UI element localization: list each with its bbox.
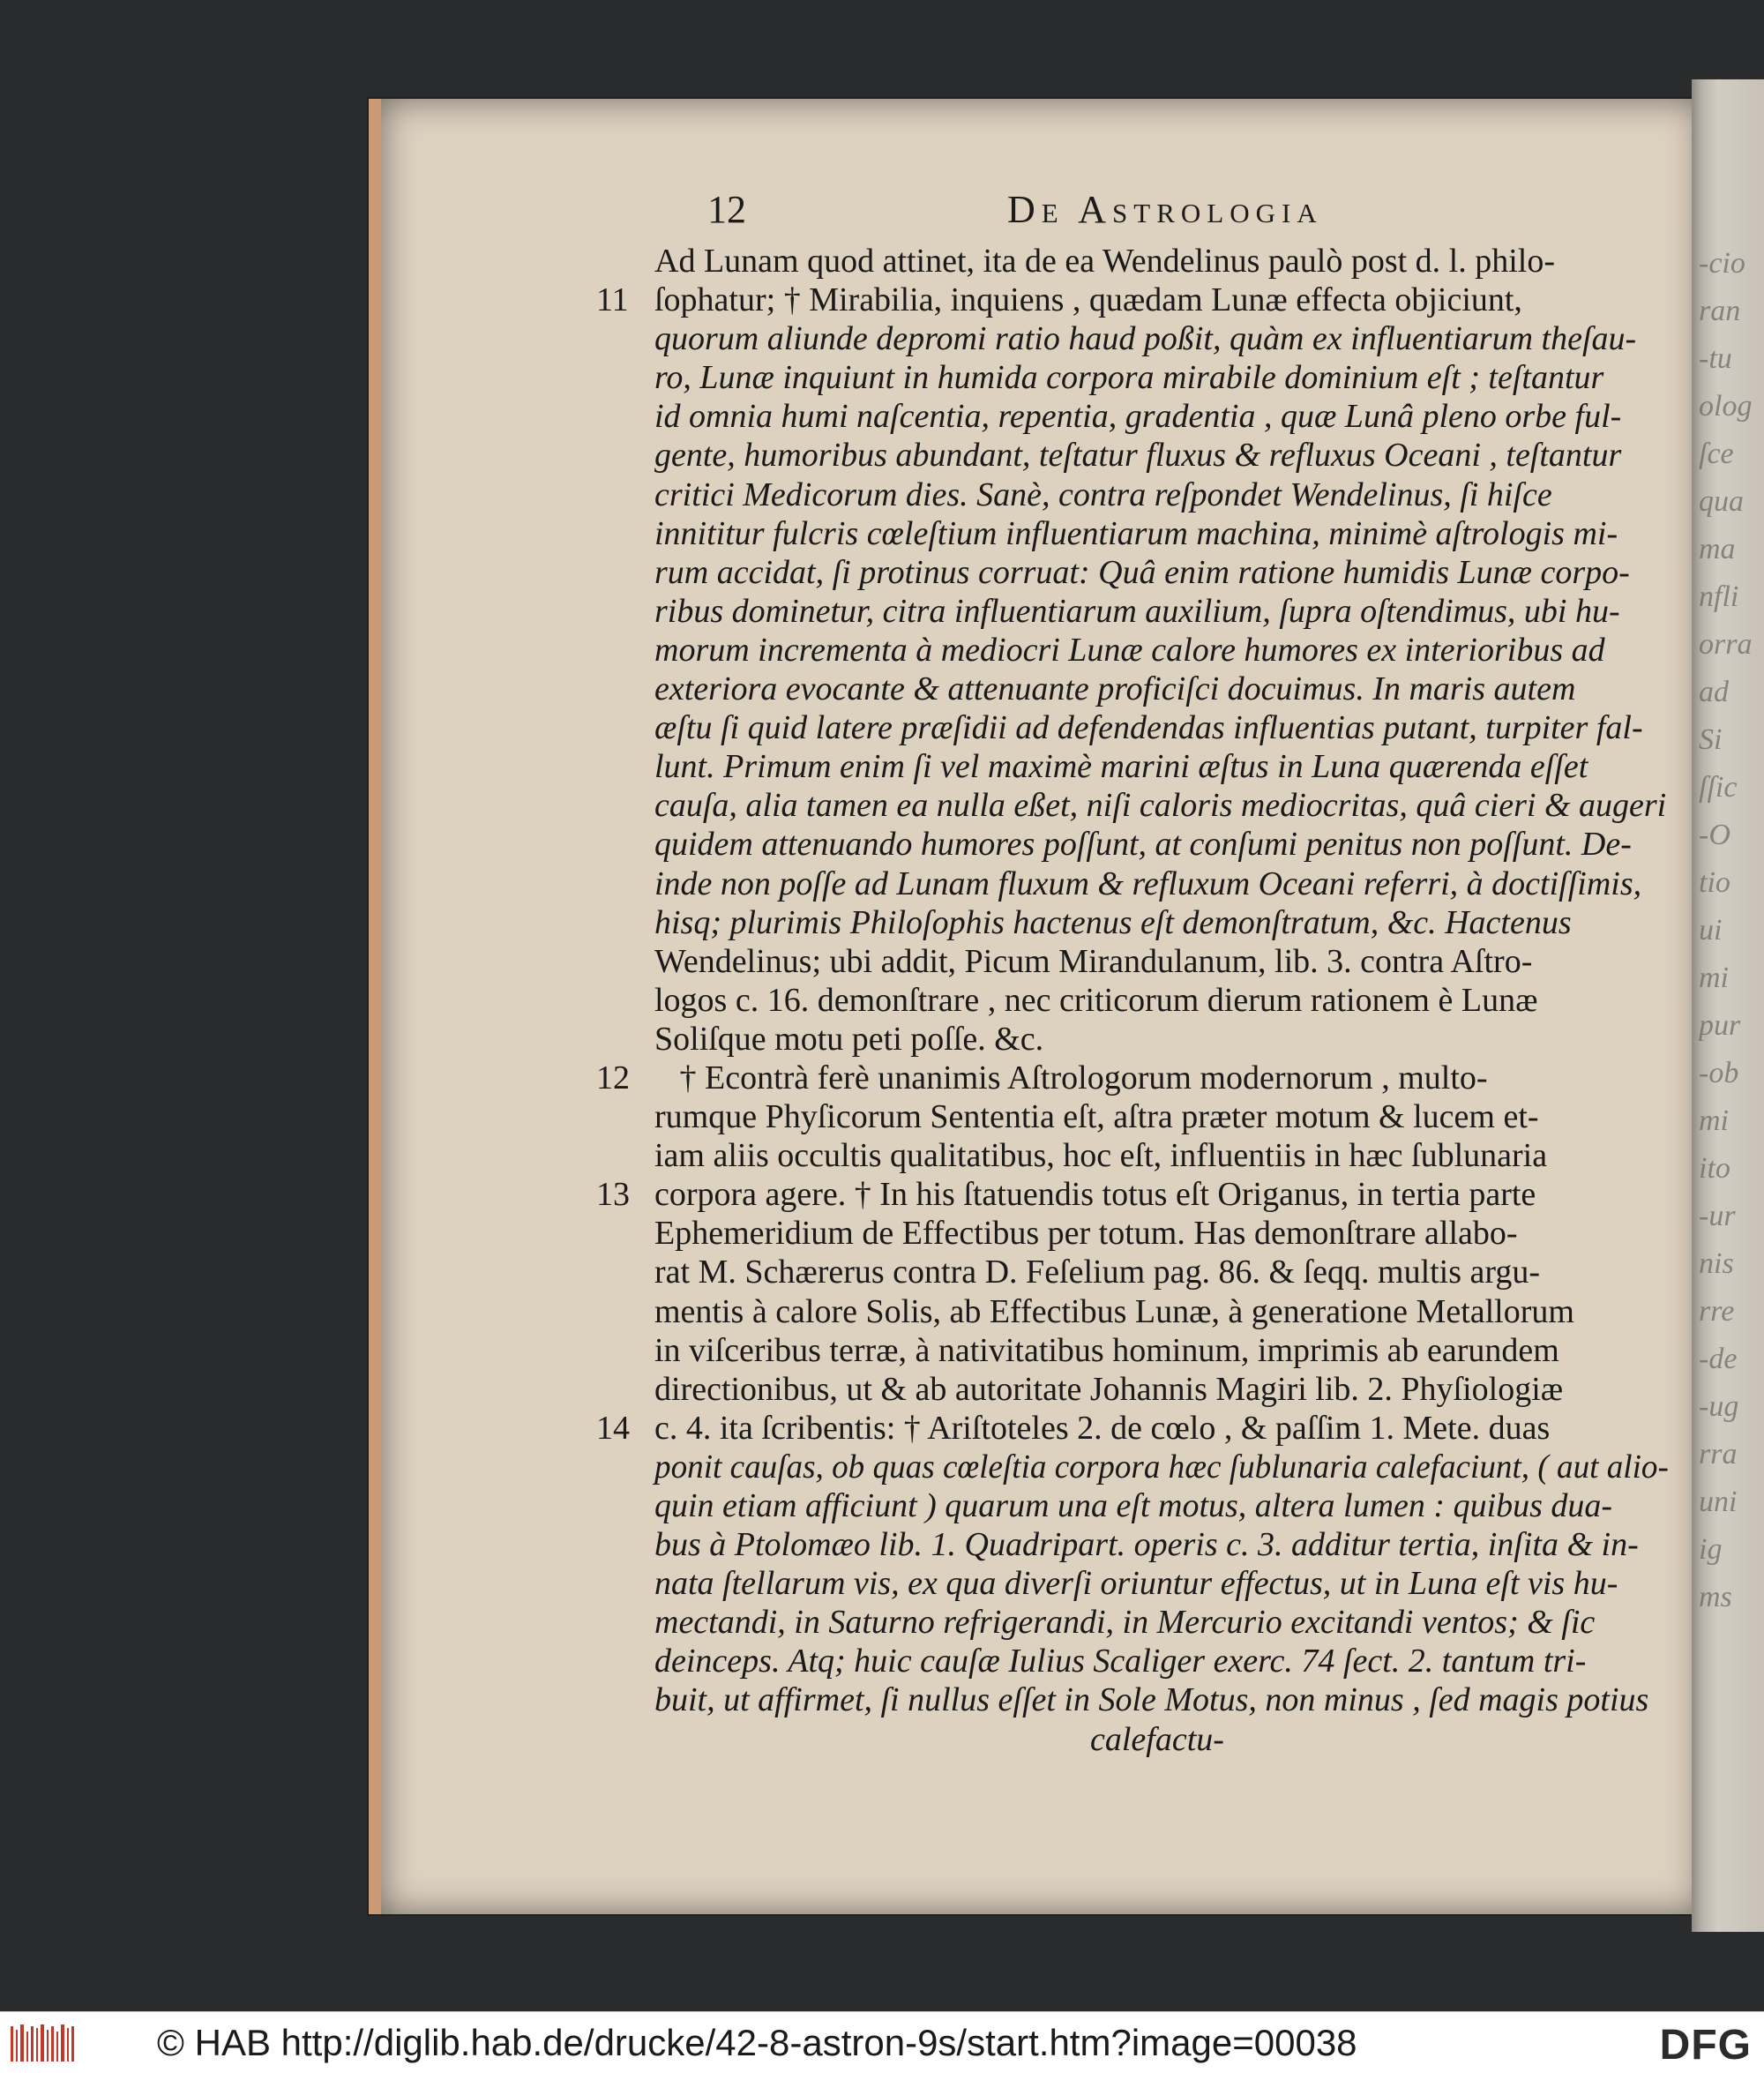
facing-page-fragment: -ur bbox=[1699, 1200, 1736, 1232]
facing-page-fragment: mi bbox=[1699, 962, 1729, 994]
text-line bbox=[654, 1525, 1669, 1564]
line-text: innititur fulcris cœleſtium influentiarum machina, minimè aſtrologis mi- bbox=[654, 514, 1618, 552]
line-text: iam aliis occultis qualitatibus, hoc eſt, influentiis in hæc ſublunaria bbox=[654, 1137, 1548, 1175]
text-line bbox=[654, 1564, 1669, 1603]
facing-page-fragment: nis bbox=[1699, 1247, 1734, 1280]
book-page bbox=[369, 99, 1702, 1914]
text-line bbox=[654, 1486, 1669, 1525]
text-line bbox=[654, 1680, 1669, 1719]
text-line bbox=[654, 592, 1669, 631]
line-text: c. 4. ita ſcribentis: † Ariſtoteles 2. de cœlo , & paſſim 1. Mete. duas bbox=[654, 1409, 1551, 1447]
text-line bbox=[654, 903, 1669, 942]
facing-page-fragment: qua bbox=[1699, 485, 1744, 518]
text-line bbox=[654, 981, 1669, 1020]
facing-page-fragment: rra bbox=[1699, 1438, 1738, 1471]
line-text: rat M. Schærerus contra D. Feſelium pag. 86. & ſeqq. multis argu- bbox=[654, 1254, 1541, 1291]
line-text: Soliſque motu peti poſſe. &c. bbox=[654, 1020, 1044, 1058]
text-line bbox=[596, 1175, 1669, 1214]
line-text: mectandi, in Saturno refrigerandi, in Mercurio excitandi ventos; & ſic bbox=[654, 1604, 1596, 1642]
facing-page-fragment: ſce bbox=[1699, 438, 1734, 470]
text-line bbox=[596, 281, 1669, 319]
barcode-icon bbox=[9, 2023, 79, 2065]
line-text: quidem attenuando humores poſſunt, at conſumi penitus non poſſunt. De- bbox=[654, 826, 1632, 864]
facing-page-fragment: uni bbox=[1699, 1486, 1738, 1518]
line-text: Wendelinus; ubi addit, Picum Mirandulanum, lib. 3. contra Aſtro- bbox=[654, 942, 1533, 980]
text-line bbox=[654, 514, 1669, 553]
facing-page-fragment: -O bbox=[1699, 819, 1730, 851]
facing-page-fragment: Si bbox=[1699, 723, 1723, 756]
text-line bbox=[654, 1292, 1669, 1331]
line-text: quin etiam afficiunt ) quarum una eſt motus, altera lumen : quibus dua- bbox=[654, 1487, 1613, 1524]
text-line bbox=[654, 358, 1669, 397]
body-text bbox=[596, 242, 1669, 1759]
line-text: Ad Lunam quod attinet, ita de ea Wendelinus paulò post d. l. philo- bbox=[654, 243, 1555, 280]
line-text: hisq; plurimis Philoſophis hactenus eſt demonſtratum, &c. Hactenus bbox=[654, 903, 1572, 941]
line-text: morum incrementa à mediocri Lunæ calore humores ex interioribus ad bbox=[654, 631, 1605, 669]
line-text: cauſa, alia tamen ea nulla eßet, niſi caloris mediocritas, quâ cieri & augeri bbox=[654, 787, 1667, 825]
line-text: quorum aliunde depromi ratio haud poßit, quàm ex influentiarum theſau- bbox=[654, 320, 1637, 358]
facing-page-fragment: tio bbox=[1699, 866, 1730, 899]
copyright-link[interactable]: © HAB http://diglib.hab.de/drucke/42-8-astron-9s/start.htm?image=00038 bbox=[157, 2022, 1357, 2063]
facing-page-fragment: rre bbox=[1699, 1295, 1735, 1328]
running-head bbox=[707, 187, 1748, 240]
line-text: corpora agere. † In his ſtatuendis totus eſt Origanus, in tertia parte bbox=[654, 1176, 1536, 1214]
line-text: buit, ut affirmet, ſi nullus eſſet in Sole Motus, non minus , ſed magis potius bbox=[654, 1681, 1649, 1719]
line-text: lunt. Primum enim ſi vel maximè marini æſtus in Luna quærenda eſſet bbox=[654, 748, 1588, 786]
line-text: nata ſtellarum vis, ex qua diverſi oriuntur effectus, ut in Luna eſt vis hu- bbox=[654, 1565, 1618, 1603]
text-line bbox=[654, 1720, 1669, 1759]
text-line bbox=[654, 631, 1669, 670]
text-line bbox=[654, 436, 1669, 475]
text-line bbox=[654, 1603, 1669, 1642]
text-line bbox=[654, 1448, 1669, 1486]
text-line bbox=[654, 670, 1669, 708]
dfg-logo: DFG bbox=[1659, 2022, 1752, 2069]
line-text: critici Medicorum dies. Sanè, contra reſpondet Wendelinus, ſi hiſce bbox=[654, 475, 1552, 513]
facing-page-fragment: pur bbox=[1699, 1009, 1741, 1042]
text-line bbox=[654, 1136, 1669, 1175]
text-line bbox=[654, 708, 1669, 747]
facing-page-fragment: orra bbox=[1699, 628, 1753, 661]
text-line bbox=[654, 1214, 1669, 1253]
line-text: ponit cauſas, ob quas cœleſtia corpora hæc ſublunaria calefaciunt, ( aut alio- bbox=[654, 1448, 1669, 1486]
line-text: deinceps. Atq; huic cauſæ Iulius Scaliger exerc. 74 ſect. 2. tantum tri- bbox=[654, 1643, 1587, 1680]
facing-page-fragment: -ob bbox=[1699, 1057, 1739, 1089]
facing-page-fragment: -cio bbox=[1699, 247, 1745, 280]
facing-page-fragment: ma bbox=[1699, 533, 1736, 565]
marginal-number: 11 bbox=[596, 281, 629, 319]
text-line bbox=[654, 397, 1669, 436]
facing-page-edge bbox=[1692, 79, 1764, 1932]
line-text: æſtu ſi quid latere præſidii ad defendendas influentias putant, turpiter fal- bbox=[654, 709, 1643, 747]
facing-page-fragment: ui bbox=[1699, 914, 1723, 947]
text-line bbox=[654, 1097, 1669, 1136]
text-line bbox=[654, 864, 1669, 903]
text-line bbox=[654, 825, 1669, 864]
line-text: rum accidat, ſi protinus corruat: Quâ enim ratione humidis Lunæ corpo- bbox=[654, 553, 1630, 591]
marginal-number: 13 bbox=[596, 1176, 630, 1214]
line-text: exteriora evocante & attenuante proficiſci docuimus. In maris autem bbox=[654, 670, 1576, 708]
line-text: † Econtrà ferè unanimis Aſtrologorum modernorum , multo- bbox=[654, 1059, 1488, 1096]
line-text: rumque Phyſicorum Sententia eſt, aſtra præter motum & lucem et- bbox=[654, 1098, 1539, 1136]
text-line bbox=[654, 786, 1669, 825]
facing-page-fragment: ig bbox=[1699, 1533, 1723, 1566]
facing-page-fragment: ito bbox=[1699, 1152, 1730, 1185]
facing-page-fragment: ran bbox=[1699, 295, 1741, 327]
facing-page-fragment: olog bbox=[1699, 390, 1753, 423]
text-line bbox=[596, 1409, 1669, 1448]
line-text: in viſceribus terræ, à nativitatibus hominum, imprimis ab earundem bbox=[654, 1331, 1559, 1369]
line-text: ro, Lunæ inquiunt in humida corpora mirabile dominium eſt ; teſtantur bbox=[654, 359, 1604, 397]
facing-page-fragment: -ug bbox=[1699, 1390, 1739, 1423]
marginal-number: 12 bbox=[596, 1059, 630, 1096]
facing-page-fragment: ad bbox=[1699, 676, 1729, 708]
line-text: ribus dominetur, citra influentiarum auxilium, ſupra oſtendimus, ubi hu- bbox=[654, 592, 1620, 630]
line-text: inde non poſſe ad Lunam fluxum & refluxum Oceani referri, à doctiſſimis, bbox=[654, 864, 1642, 902]
line-text: calefactu- bbox=[654, 1720, 1224, 1758]
line-text: gente, humoribus abundant, teſtatur fluxus & refluxus Oceani , teſtantur bbox=[654, 437, 1622, 475]
marginal-number: 14 bbox=[596, 1409, 630, 1447]
facing-page-fragment: ms bbox=[1699, 1581, 1732, 1613]
line-text: directionibus, ut & ab autoritate Johannis Magiri lib. 2. Phyſiologiæ bbox=[654, 1370, 1564, 1408]
text-line bbox=[596, 1059, 1669, 1097]
line-text: ſophatur; † Mirabilia, inquiens , quædam Lunæ effecta objiciunt, bbox=[654, 281, 1522, 319]
facing-page-fragment: nfli bbox=[1699, 580, 1739, 613]
text-line bbox=[654, 475, 1669, 514]
text-line bbox=[654, 1642, 1669, 1680]
facing-page-fragment: -de bbox=[1699, 1343, 1738, 1375]
text-line bbox=[654, 1253, 1669, 1291]
line-text: Ephemeridium de Effectibus per totum. Has demonſtrare allabo- bbox=[654, 1215, 1518, 1253]
line-text: id omnia humi naſcentia, repentia, gradentia , quæ Lunâ pleno orbe ful- bbox=[654, 398, 1622, 436]
text-line bbox=[654, 747, 1669, 786]
line-text: logos c. 16. demonſtrare , nec criticorum dierum rationem è Lunæ bbox=[654, 981, 1538, 1019]
text-line bbox=[654, 1370, 1669, 1409]
line-text: bus à Ptolomæo lib. 1. Quadripart. operis c. 3. additur tertia, inſita & in- bbox=[654, 1526, 1639, 1564]
text-line bbox=[654, 942, 1669, 981]
text-line bbox=[654, 319, 1669, 358]
text-line bbox=[654, 242, 1669, 281]
facing-page-text bbox=[1699, 247, 1764, 1628]
page-number: 12 bbox=[707, 188, 746, 231]
line-text: mentis à calore Solis, ab Effectibus Lunæ, à generatione Metallorum bbox=[654, 1292, 1574, 1330]
footer-bar bbox=[0, 2011, 1764, 2073]
facing-page-fragment: -tu bbox=[1699, 342, 1732, 375]
facing-page-fragment: mi bbox=[1699, 1104, 1729, 1137]
page-title: De Astrologia bbox=[1007, 188, 1323, 231]
text-line bbox=[654, 553, 1669, 592]
text-line bbox=[654, 1331, 1669, 1370]
facing-page-fragment: ſſic bbox=[1699, 771, 1738, 804]
text-line bbox=[654, 1020, 1669, 1059]
